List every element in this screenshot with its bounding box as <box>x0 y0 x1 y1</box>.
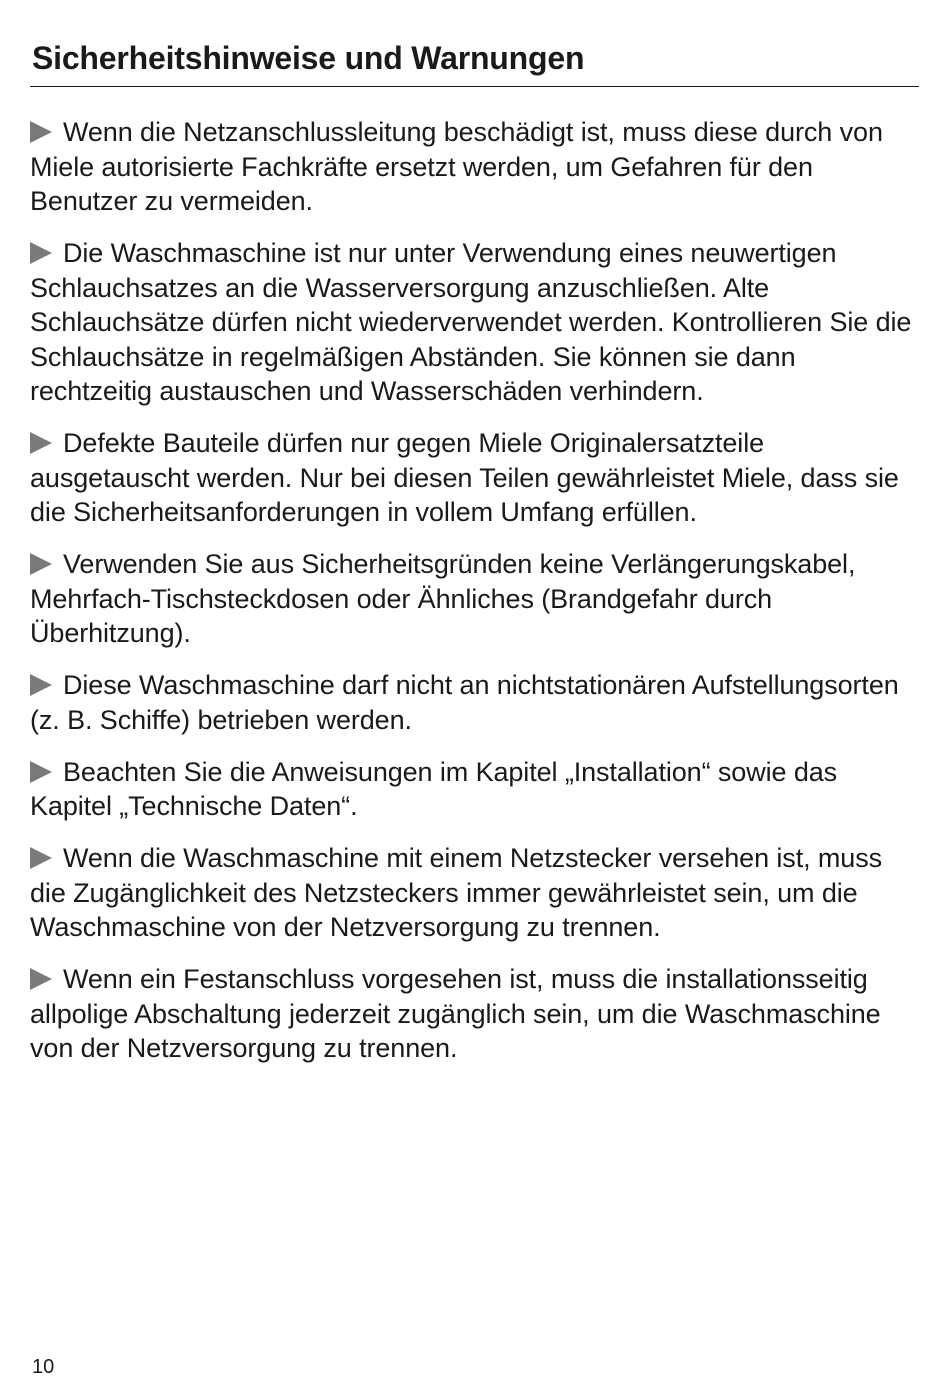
warning-text: Wenn die Netzanschlussleitung beschädigt ist, muss diese durch von Miele autorisierte Fachkräfte ersetzt werden, um Gefahren für den Benutzer zu vermeiden. <box>30 117 883 216</box>
triangle-arrow-icon <box>30 553 52 575</box>
triangle-arrow-icon <box>30 432 52 454</box>
page-title: Sicherheitshinweise und Warnungen <box>32 40 585 76</box>
warning-text: Wenn die Waschmaschine mit einem Netzstecker versehen ist, muss die Zugänglichkeit des Netzsteckers immer gewährleistet sein, um die Waschmaschine von der Netzversorgung zu trennen. <box>30 843 883 942</box>
section-header <box>30 38 919 87</box>
page-number: 10 <box>32 1356 55 1378</box>
warning-item <box>30 115 922 219</box>
warning-text: Verwenden Sie aus Sicherheitsgründen keine Verlängerungskabel, Mehrfach-Tischsteckdosen oder Ähnliches (Brandgefahr durch Überhitzung). <box>30 549 856 648</box>
warning-item <box>30 426 922 530</box>
triangle-arrow-icon <box>30 761 52 783</box>
warning-text: Beachten Sie die Anweisungen im Kapitel „Installation“ sowie das Kapitel „Technische Daten“. <box>30 756 838 821</box>
warning-text: Die Waschmaschine ist nur unter Verwendung eines neuwertigen Schlauchsatzes an die Wasserversorgung anzuschließen. Alte Schlauchsätze dürfen nicht wiederverwendet werden. Kontrollieren Sie die Schlauchsätze in regelmäßigen Abständen. Sie können sie dann rechtzeitig austauschen und Wasserschäden verhindern. <box>30 238 912 406</box>
triangle-arrow-icon <box>30 968 52 990</box>
warning-text: Wenn ein Festanschluss vorgesehen ist, muss die installationsseitig allpolige Abschaltung jederzeit zugänglich sein, um die Waschmaschine von der Netzversorgung zu trennen. <box>30 964 881 1063</box>
warning-item <box>30 962 922 1066</box>
triangle-arrow-icon <box>30 121 52 143</box>
triangle-arrow-icon <box>30 242 52 264</box>
triangle-arrow-icon <box>30 674 52 696</box>
warning-item <box>30 236 922 409</box>
warning-item <box>30 668 922 737</box>
triangle-arrow-icon <box>30 847 52 869</box>
warning-item <box>30 755 922 824</box>
warning-item <box>30 547 922 651</box>
warning-text: Defekte Bauteile dürfen nur gegen Miele Originalersatzteile ausgetauscht werden. Nur bei diesen Teilen gewährleistet Miele, dass sie die Sicherheitsanforderungen in vollem Umfang erfüllen. <box>30 428 899 527</box>
warning-text: Diese Waschmaschine darf nicht an nichtstationären Aufstellungsorten (z. B. Schiffe) betrieben werden. <box>30 670 899 735</box>
warning-item <box>30 841 922 945</box>
warnings-list <box>30 115 922 1083</box>
